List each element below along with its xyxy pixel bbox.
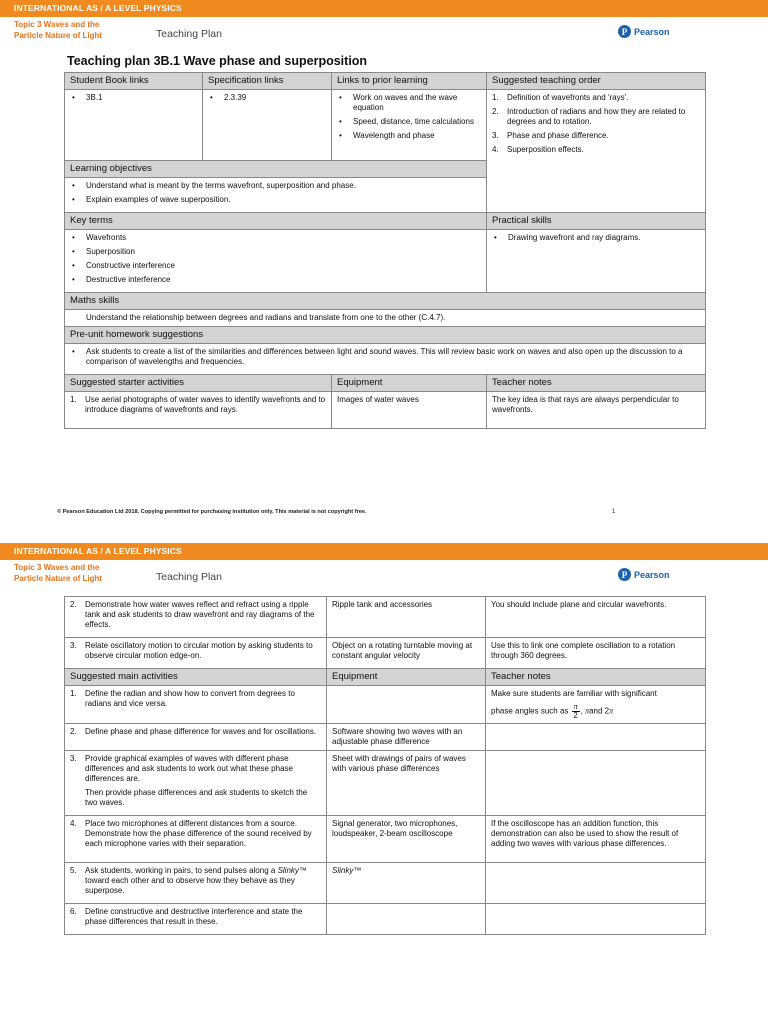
practical-cell bbox=[487, 230, 706, 293]
table-row: 1. Define the radian and show how to convert from degrees to radians and vice versa. Make sure students are familiar with significant phase angles such as $\frac{\pi}{2}$ , πand 2π bbox=[65, 686, 706, 724]
list-item: 4. Superposition effects. bbox=[492, 145, 584, 154]
header-notes: Teacher notes bbox=[487, 375, 706, 392]
series-label: INTERNATIONAL AS / A LEVEL PHYSICS bbox=[14, 546, 182, 556]
header-order: Suggested teaching order bbox=[487, 73, 706, 90]
header-learning-objectives: Learning objectives bbox=[65, 161, 487, 178]
list-item: • Speed, distance, time calculations bbox=[353, 117, 481, 127]
list-item: • Wavelength and phase bbox=[353, 131, 481, 141]
topic-label: Topic 3 Waves and the Particle Nature of Light bbox=[14, 563, 103, 583]
list-item: • Explain examples of wave superposition. bbox=[86, 195, 481, 205]
list-item: • Work on waves and the wave equation bbox=[353, 93, 481, 113]
teaching-plan-table bbox=[64, 72, 706, 429]
order-cell bbox=[487, 90, 706, 213]
list-item: • Ask students to create a list of the similarities and differences between light and sound waves. This will review basic work on waves and also open up the discussion to a comparison of wavelengths and frequencies. bbox=[86, 347, 700, 367]
spec-cell bbox=[203, 90, 332, 161]
key-terms-cell bbox=[65, 230, 487, 293]
prior-cell bbox=[332, 90, 487, 161]
header-student-book: Student Book links bbox=[65, 73, 203, 90]
page-title: Teaching plan 3B.1 Wave phase and superposition bbox=[67, 54, 368, 68]
table-row: 2. Define phase and phase difference for waves and for oscillations. Software showing two waves with an adjustable phase difference bbox=[65, 724, 706, 751]
list-item: • 2.3.39 bbox=[224, 93, 326, 103]
list-item: • Destructive interference bbox=[86, 275, 481, 285]
list-item: • Constructive interference bbox=[86, 261, 481, 271]
list-item: • Understand what is meant by the terms wavefront, superposition and phase. bbox=[86, 181, 481, 191]
page-2 bbox=[0, 543, 768, 1024]
top-bar bbox=[0, 0, 768, 17]
table-row: 5. Ask students, working in pairs, to send pulses along a Slinky™ toward each other and to observe how they behave as they superpose. Slinky™ bbox=[65, 863, 706, 904]
top-bar bbox=[0, 543, 768, 560]
table-row: 1. Use aerial photographs of water waves to identify wavefronts and to introduce diagrams of wavefronts and rays. Images of water waves The key idea is that rays are always perpendicular to wavefronts. bbox=[65, 392, 706, 429]
list-item: • Wavefronts bbox=[86, 233, 481, 243]
header-maths: Maths skills bbox=[65, 293, 706, 310]
pearson-logo-icon: P bbox=[618, 25, 631, 38]
list-item: • 3B.1 bbox=[86, 93, 197, 103]
list-item: • Superposition bbox=[86, 247, 481, 257]
header-homework: Pre-unit homework suggestions bbox=[65, 327, 706, 344]
header-main-activities: Suggested main activities bbox=[65, 669, 327, 686]
list-item: 3. Phase and phase difference. bbox=[492, 131, 609, 140]
doc-type: Teaching Plan bbox=[156, 28, 222, 40]
header-equipment: Equipment bbox=[327, 669, 486, 686]
table-row: 3. Provide graphical examples of waves with different phase differences and ask students to work out what these phase differences are. Then provide phase differences and ask students to sketch the two waves. Sheet with drawings of pairs of waves with various phase differences bbox=[65, 751, 706, 816]
list-item: • Drawing wavefront and ray diagrams. bbox=[508, 233, 700, 243]
maths-cell: Understand the relationship between degrees and radians and translate from one to the other (C.4.7). bbox=[65, 310, 706, 327]
header-starter: Suggested starter activities bbox=[65, 375, 332, 392]
header-key-terms: Key terms bbox=[65, 213, 487, 230]
series-label: INTERNATIONAL AS / A LEVEL PHYSICS bbox=[14, 3, 182, 13]
header-practical: Practical skills bbox=[487, 213, 706, 230]
table-row: 3. Relate oscillatory motion to circular motion by asking students to observe circular motion edge-on. Object on a rotating turntable moving at constant angular velocity Use this to link one complete oscillation to a rotation through 360 degrees. bbox=[65, 638, 706, 669]
topic-label: Topic 3 Waves and the Particle Nature of Light bbox=[14, 20, 103, 40]
header-notes: Teacher notes bbox=[486, 669, 706, 686]
activities-table bbox=[64, 596, 706, 935]
table-row: 6. Define constructive and destructive interference and state the phase differences that result in these. bbox=[65, 904, 706, 935]
table-row: 4. Place two microphones at different distances from a source. Demonstrate how the phase difference of the sound received by each microphone varies with their separation. Signal generator, two microphones, loudspeaker, 2-beam oscilloscope If the oscilloscope has an addition function, this demonstration can also be used to show the result of adding two waves with various phase differences. bbox=[65, 816, 706, 863]
header-equipment: Equipment bbox=[332, 375, 487, 392]
header-spec: Specification links bbox=[203, 73, 332, 90]
page-number: 1 bbox=[612, 509, 616, 515]
pearson-logo-icon: P bbox=[618, 568, 631, 581]
list-item: 2. Introduction of radians and how they are related to degrees and to rotation. bbox=[492, 107, 686, 126]
pearson-logo: P Pearson bbox=[618, 25, 670, 38]
table-row: 2. Demonstrate how water waves reflect and refract using a ripple tank and ask students to draw wavefront and ray diagrams of the effects. Ripple tank and accessories You should include plane and circular wavefronts. bbox=[65, 597, 706, 638]
pearson-logo: P Pearson bbox=[618, 568, 670, 581]
homework-cell bbox=[65, 344, 706, 375]
page-gap bbox=[0, 530, 768, 543]
student-book-cell bbox=[65, 90, 203, 161]
doc-type: Teaching Plan bbox=[156, 571, 222, 583]
learning-objectives-cell bbox=[65, 178, 487, 213]
copyright-footer: © Pearson Education Ltd 2018. Copying permitted for purchasing institution only. This material is not copyright free. bbox=[57, 509, 367, 515]
header-prior: Links to prior learning bbox=[332, 73, 487, 90]
list-item: 1. Definition of wavefronts and 'rays'. bbox=[492, 93, 629, 102]
pi-over-2-fraction: $\frac{\pi}{2}$ bbox=[573, 702, 578, 720]
